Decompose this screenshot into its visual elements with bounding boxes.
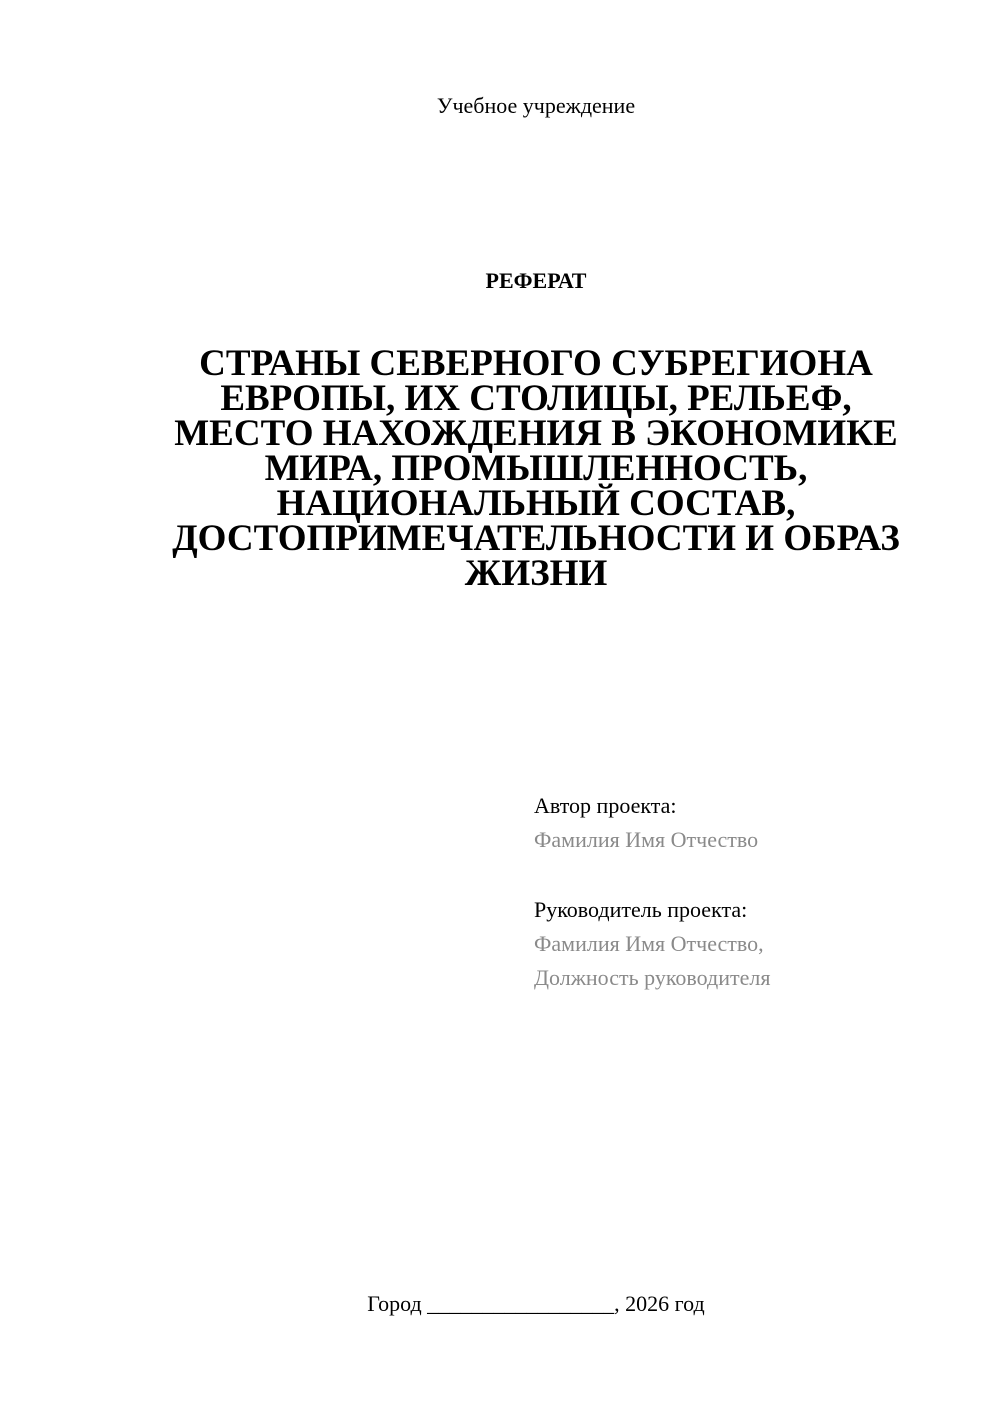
title-line: ЕВРОПЫ, ИХ СТОЛИЦЫ, РЕЛЬЕФ, <box>220 378 852 419</box>
project-people-block <box>534 789 974 995</box>
institution-name: Учебное учреждение <box>436 93 636 118</box>
title-line: НАЦИОНАЛЬНЫЙ СОСТАВ, <box>276 483 796 524</box>
author-label: Автор проекта: <box>534 793 677 818</box>
author-name-placeholder: Фамилия Имя Отчество <box>534 827 759 852</box>
title-line: ДОСТОПРИМЕЧАТЕЛЬНОСТИ И ОБРАЗ <box>172 518 900 559</box>
title-line: ЖИЗНИ <box>464 553 608 594</box>
title-line: МИРА, ПРОМЫШЛЕННОСТЬ, <box>264 448 808 489</box>
spacer <box>534 857 974 893</box>
document-title <box>140 343 932 594</box>
supervisor-name-placeholder: Фамилия Имя Отчество, <box>534 931 764 956</box>
title-line: СТРАНЫ СЕВЕРНОГО СУБРЕГИОНА <box>199 343 873 384</box>
supervisor-label: Руководитель проекта: <box>534 897 748 922</box>
title-line: МЕСТО НАХОЖДЕНИЯ В ЭКОНОМИКЕ <box>174 413 898 454</box>
document-type: РЕФЕРАТ <box>485 268 587 293</box>
city-year-line: Город _________________, 2026 год <box>367 1291 705 1316</box>
supervisor-position-placeholder: Должность руководителя <box>534 965 771 990</box>
